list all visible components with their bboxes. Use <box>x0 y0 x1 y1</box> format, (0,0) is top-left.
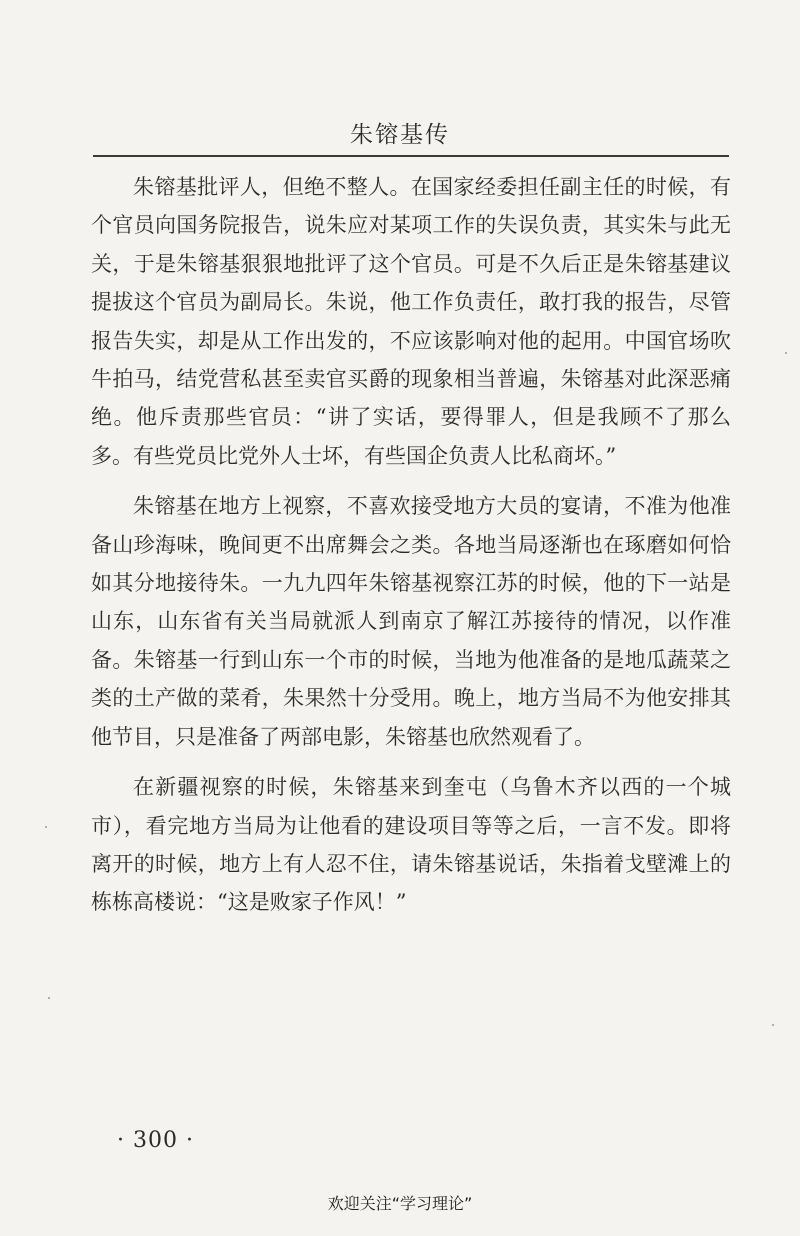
header-rule <box>93 155 729 157</box>
body-text <box>91 168 731 934</box>
scan-speck <box>48 997 50 999</box>
footer-caption: 欢迎关注“学习理论” <box>327 1194 473 1213</box>
page-number: · 300 · <box>117 1128 194 1153</box>
scan-speck <box>785 352 787 354</box>
paragraph-1: 朱镕基批评人，但绝不整人。在国家经委担任副主任的时候，有个官员向国务院报告，说朱应对某项工作的失误负责，其实朱与此无关，于是朱镕基狠狠地批评了这个官员。可是不久后正是朱镕基建议提拔这个官员为副局长。朱说，他工作负责任，敢打我的报告，尽管报告失实，却是从工作出发的，不应该影响对他的起用。中国官场吹牛拍马，结党营私甚至卖官买爵的现象相当普遍，朱镕基对此深恶痛绝。他斥责那些官员：“讲了实话，要得罪人，但是我顾不了那么多。有些党员比党外人士坏，有些国企负责人比私商坏。” <box>91 175 731 468</box>
running-head-title: 朱镕基传 <box>350 122 450 148</box>
scan-speck <box>772 1024 774 1026</box>
paragraph-2: 朱镕基在地方上视察，不喜欢接受地方大员的宴请，不准为他准备山珍海味，晚间更不出席舞会之类。各地当局逐渐也在琢磨如何恰如其分地接待朱。一九九四年朱镕基视察江苏的时候，他的下一站是山东，山东省有关当局就派人到南京了解江苏接待的情况，以作准备。朱镕基一行到山东一个市的时候，当地为他准备的是地瓜蔬菜之类的土产做的菜肴，朱果然十分受用。晚上，地方当局不为他安排其他节目，只是准备了两部电影，朱镕基也欣然观看了。 <box>91 494 731 749</box>
paragraph-3: 在新疆视察的时候，朱镕基来到奎屯（乌鲁木齐以西的一个城市），看完地方当局为让他看的建设项目等等之后，一言不发。即将离开的时候，地方上有人忍不住，请朱镕基说话，朱指着戈壁滩上的栋栋高楼说：“这是败家子作风！” <box>91 775 731 915</box>
scan-speck <box>45 826 47 828</box>
